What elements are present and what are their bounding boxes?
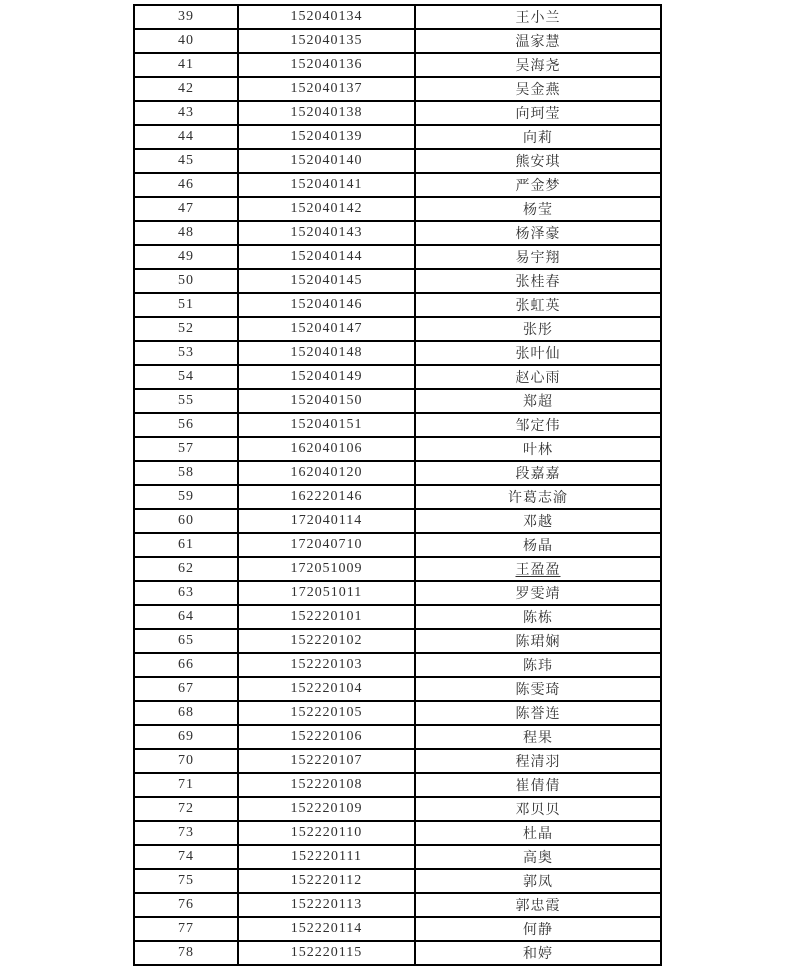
serial-number-cell: 59 [134, 485, 238, 509]
student-id-cell: 152040135 [238, 29, 415, 53]
student-name-cell: 向莉 [415, 125, 661, 149]
student-name-cell: 温家慧 [415, 29, 661, 53]
student-name-cell: 张桂春 [415, 269, 661, 293]
serial-number-cell: 66 [134, 653, 238, 677]
serial-number-cell: 51 [134, 293, 238, 317]
student-name-cell: 王小兰 [415, 5, 661, 29]
student-id-cell: 152220114 [238, 917, 415, 941]
student-name-cell: 陈雯琦 [415, 677, 661, 701]
student-name-cell: 程清羽 [415, 749, 661, 773]
table-row [134, 581, 661, 605]
table-row [134, 941, 661, 965]
student-id-cell: 152220102 [238, 629, 415, 653]
student-name-cell: 陈誉连 [415, 701, 661, 725]
student-id-cell: 152220113 [238, 893, 415, 917]
student-id-cell: 152040137 [238, 77, 415, 101]
serial-number-cell: 57 [134, 437, 238, 461]
student-name-cell: 向珂莹 [415, 101, 661, 125]
table-row [134, 773, 661, 797]
student-id-cell: 152040134 [238, 5, 415, 29]
table-row [134, 605, 661, 629]
serial-number-cell: 63 [134, 581, 238, 605]
student-name-cell: 吴海尧 [415, 53, 661, 77]
table-row [134, 509, 661, 533]
table-row [134, 749, 661, 773]
student-id-cell: 172040710 [238, 533, 415, 557]
student-id-cell: 162040106 [238, 437, 415, 461]
student-id-cell: 152220112 [238, 869, 415, 893]
table-row [134, 725, 661, 749]
table-row [134, 293, 661, 317]
student-name-cell: 陈珺娴 [415, 629, 661, 653]
table-row [134, 197, 661, 221]
serial-number-cell: 62 [134, 557, 238, 581]
table-row [134, 53, 661, 77]
serial-number-cell: 44 [134, 125, 238, 149]
student-name-cell: 杨晶 [415, 533, 661, 557]
student-id-cell: 152040148 [238, 341, 415, 365]
serial-number-cell: 78 [134, 941, 238, 965]
student-roster-table [133, 4, 662, 966]
serial-number-cell: 69 [134, 725, 238, 749]
student-name-cell: 段嘉嘉 [415, 461, 661, 485]
student-id-cell: 152220103 [238, 653, 415, 677]
serial-number-cell: 50 [134, 269, 238, 293]
student-name-cell: 陈栋 [415, 605, 661, 629]
student-id-cell: 152220105 [238, 701, 415, 725]
student-name-cell: 张叶仙 [415, 341, 661, 365]
student-name-cell: 赵心雨 [415, 365, 661, 389]
table-row [134, 893, 661, 917]
table-row [134, 149, 661, 173]
student-name-cell: 程果 [415, 725, 661, 749]
student-id-cell: 152040147 [238, 317, 415, 341]
student-id-cell: 152220101 [238, 605, 415, 629]
table-row [134, 437, 661, 461]
student-id-cell: 162220146 [238, 485, 415, 509]
student-name-cell: 崔倩倩 [415, 773, 661, 797]
serial-number-cell: 42 [134, 77, 238, 101]
student-id-cell: 152220104 [238, 677, 415, 701]
serial-number-cell: 48 [134, 221, 238, 245]
serial-number-cell: 56 [134, 413, 238, 437]
serial-number-cell: 73 [134, 821, 238, 845]
table-row [134, 821, 661, 845]
table-row [134, 77, 661, 101]
student-name-cell: 罗雯靖 [415, 581, 661, 605]
student-name-cell: 严金梦 [415, 173, 661, 197]
student-name-cell: 高奥 [415, 845, 661, 869]
student-id-cell: 152220106 [238, 725, 415, 749]
table-row [134, 677, 661, 701]
student-id-cell: 152220115 [238, 941, 415, 965]
serial-number-cell: 74 [134, 845, 238, 869]
table-row [134, 653, 661, 677]
serial-number-cell: 55 [134, 389, 238, 413]
serial-number-cell: 65 [134, 629, 238, 653]
student-id-cell: 152220109 [238, 797, 415, 821]
student-id-cell: 162040120 [238, 461, 415, 485]
serial-number-cell: 71 [134, 773, 238, 797]
student-id-cell: 152220111 [238, 845, 415, 869]
serial-number-cell: 46 [134, 173, 238, 197]
serial-number-cell: 52 [134, 317, 238, 341]
table-row [134, 317, 661, 341]
table-row [134, 269, 661, 293]
table-row [134, 413, 661, 437]
student-name-cell: 张虹英 [415, 293, 661, 317]
serial-number-cell: 60 [134, 509, 238, 533]
serial-number-cell: 68 [134, 701, 238, 725]
table-row [134, 701, 661, 725]
serial-number-cell: 49 [134, 245, 238, 269]
student-name-cell: 郭忠霞 [415, 893, 661, 917]
student-id-cell: 172051009 [238, 557, 415, 581]
student-name-cell: 张彤 [415, 317, 661, 341]
student-name-cell: 吴金燕 [415, 77, 661, 101]
table-row [134, 101, 661, 125]
table-row [134, 389, 661, 413]
student-name-cell: 易宇翔 [415, 245, 661, 269]
student-name-cell: 杨泽豪 [415, 221, 661, 245]
table-row [134, 485, 661, 509]
student-id-cell: 152040139 [238, 125, 415, 149]
table-row [134, 5, 661, 29]
student-id-cell: 152040140 [238, 149, 415, 173]
student-name-cell: 邓越 [415, 509, 661, 533]
table-row [134, 125, 661, 149]
table-row [134, 461, 661, 485]
student-id-cell: 152040142 [238, 197, 415, 221]
table-row [134, 797, 661, 821]
student-name-cell: 邓贝贝 [415, 797, 661, 821]
student-name-cell: 叶林 [415, 437, 661, 461]
student-name-cell: 何静 [415, 917, 661, 941]
serial-number-cell: 58 [134, 461, 238, 485]
table-row [134, 221, 661, 245]
student-id-cell: 152040145 [238, 269, 415, 293]
serial-number-cell: 41 [134, 53, 238, 77]
table-row [134, 341, 661, 365]
serial-number-cell: 77 [134, 917, 238, 941]
serial-number-cell: 72 [134, 797, 238, 821]
student-name-cell: 郭凤 [415, 869, 661, 893]
table-row [134, 173, 661, 197]
student-id-cell: 152220110 [238, 821, 415, 845]
student-id-cell: 152040149 [238, 365, 415, 389]
student-id-cell: 152040143 [238, 221, 415, 245]
student-id-cell: 152040150 [238, 389, 415, 413]
student-name-cell: 杨莹 [415, 197, 661, 221]
serial-number-cell: 45 [134, 149, 238, 173]
student-name-cell [415, 557, 661, 581]
table-row [134, 533, 661, 557]
serial-number-cell: 54 [134, 365, 238, 389]
underlined-name: 王盈盈 [515, 563, 561, 578]
table-row [134, 365, 661, 389]
student-name-cell: 邹定伟 [415, 413, 661, 437]
student-name-cell: 杜晶 [415, 821, 661, 845]
serial-number-cell: 67 [134, 677, 238, 701]
table-row [134, 629, 661, 653]
student-name-cell: 许葛志渝 [415, 485, 661, 509]
table-row [134, 869, 661, 893]
student-id-cell: 172040114 [238, 509, 415, 533]
student-id-cell: 152040146 [238, 293, 415, 317]
serial-number-cell: 43 [134, 101, 238, 125]
student-id-cell: 152040151 [238, 413, 415, 437]
serial-number-cell: 76 [134, 893, 238, 917]
serial-number-cell: 61 [134, 533, 238, 557]
table-body [134, 5, 661, 965]
student-id-cell: 152040136 [238, 53, 415, 77]
student-name-cell: 熊安琪 [415, 149, 661, 173]
student-name-cell: 陈玮 [415, 653, 661, 677]
serial-number-cell: 47 [134, 197, 238, 221]
serial-number-cell: 75 [134, 869, 238, 893]
student-id-cell: 152220108 [238, 773, 415, 797]
serial-number-cell: 53 [134, 341, 238, 365]
table-row [134, 917, 661, 941]
student-name-cell: 和婷 [415, 941, 661, 965]
serial-number-cell: 39 [134, 5, 238, 29]
serial-number-cell: 64 [134, 605, 238, 629]
student-id-cell: 152040144 [238, 245, 415, 269]
serial-number-cell: 70 [134, 749, 238, 773]
table-row [134, 845, 661, 869]
student-id-cell: 152040138 [238, 101, 415, 125]
student-id-cell: 152040141 [238, 173, 415, 197]
student-id-cell: 172051011 [238, 581, 415, 605]
serial-number-cell: 40 [134, 29, 238, 53]
table-row [134, 245, 661, 269]
table-row [134, 557, 661, 581]
student-name-cell: 郑超 [415, 389, 661, 413]
table-row [134, 29, 661, 53]
student-id-cell: 152220107 [238, 749, 415, 773]
